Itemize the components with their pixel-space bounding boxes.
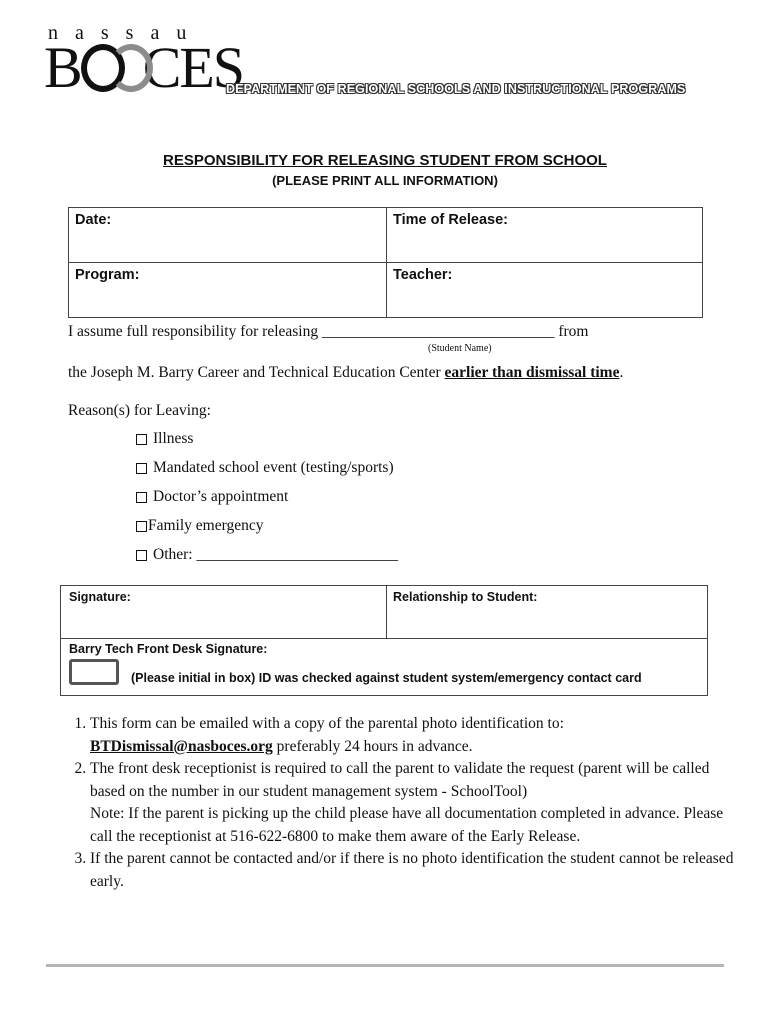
footer-divider [46,964,724,967]
reason-label: Illness [153,430,194,447]
student-name-caption: (Student Name) [428,343,492,354]
checkbox-icon[interactable] [136,492,147,503]
note-2-text: The front desk receptionist is required to call the parent to validate the request (parent will be called based on the number in our student management system - SchoolTool) [90,760,710,800]
checkbox-icon[interactable] [136,463,147,474]
responsibility-statement [68,323,589,341]
checkbox-icon[interactable] [136,521,147,532]
reason-other[interactable] [136,546,398,564]
student-name-blank[interactable]: ______________________________ [321,323,555,340]
center-name: the Joseph M. Barry Career and Technical Education Center [68,364,441,381]
logo-small-text: nassau [48,22,204,44]
reason-illness[interactable] [136,430,193,448]
instructions-list [68,713,740,893]
list-item [90,713,740,758]
dismissal-emphasis: earlier than dismissal time [444,364,620,381]
signature-label: Signature: [69,590,131,604]
reason-label: Mandated school event (testing/sports) [153,459,394,476]
signature-section [60,585,708,696]
time-of-release-label: Time of Release: [393,212,508,228]
id-check-text: (Please initial in box) ID was checked against student system/emergency contact card [131,671,642,685]
page-title: RESPONSIBILITY FOR RELEASING STUDENT FROM SCHOOL [163,152,607,169]
time-of-release-field[interactable] [387,208,703,263]
list-item [90,848,740,893]
boces-logo [44,36,243,100]
teacher-field[interactable] [387,263,703,318]
logo-main-prefix: B [44,35,81,100]
logo-main-suffix: CES [142,35,244,100]
release-info-table [68,207,703,318]
date-label: Date: [75,212,112,228]
note-1-suffix: preferably 24 hours in advance. [276,737,473,755]
page-subtitle: (PLEASE PRINT ALL INFORMATION) [272,173,498,188]
reason-label: Doctor’s appointment [153,488,289,505]
note-3-text: If the parent cannot be contacted and/or if there is no photo identification the student cannot be released early. [90,850,734,890]
front-desk-signature-label: Barry Tech Front Desk Signature: [69,642,268,656]
statement-from: from [558,323,589,340]
center-statement [68,364,623,382]
program-label: Program: [75,267,140,283]
reason-mandated-event[interactable] [136,459,394,477]
department-heading: DEPARTMENT OF REGIONAL SCHOOLS AND INSTRUCTIONAL PROGRAMS [226,82,686,96]
reasons-heading: Reason(s) for Leaving: [68,402,211,419]
program-field[interactable] [69,263,387,318]
reason-label: Other: __________________________ [153,546,398,563]
logo-rings-icon [81,36,125,100]
reason-label: Family emergency [148,517,264,534]
statement-prefix: I assume full responsibility for releasing [68,323,319,340]
initial-box[interactable] [69,659,119,685]
checkbox-icon[interactable] [136,550,147,561]
list-item [90,758,740,848]
relationship-label: Relationship to Student: [393,590,538,604]
date-field[interactable] [69,208,387,263]
note-1-text: This form can be emailed with a copy of the parental photo identification to: [90,715,564,732]
note-2-note: Note: If the parent is picking up the child please have all documentation completed in advance. Please call the receptionist at 516-622-6800 to make them aware of the Early Release. [90,805,724,845]
reason-doctor-appointment[interactable] [136,488,288,506]
checkbox-icon[interactable] [136,434,147,445]
teacher-label: Teacher: [393,267,453,283]
statement-period: . [619,364,624,381]
dismissal-email-link[interactable]: BTDismissal@nasboces.org [90,737,273,755]
reason-family-emergency[interactable] [136,517,264,535]
